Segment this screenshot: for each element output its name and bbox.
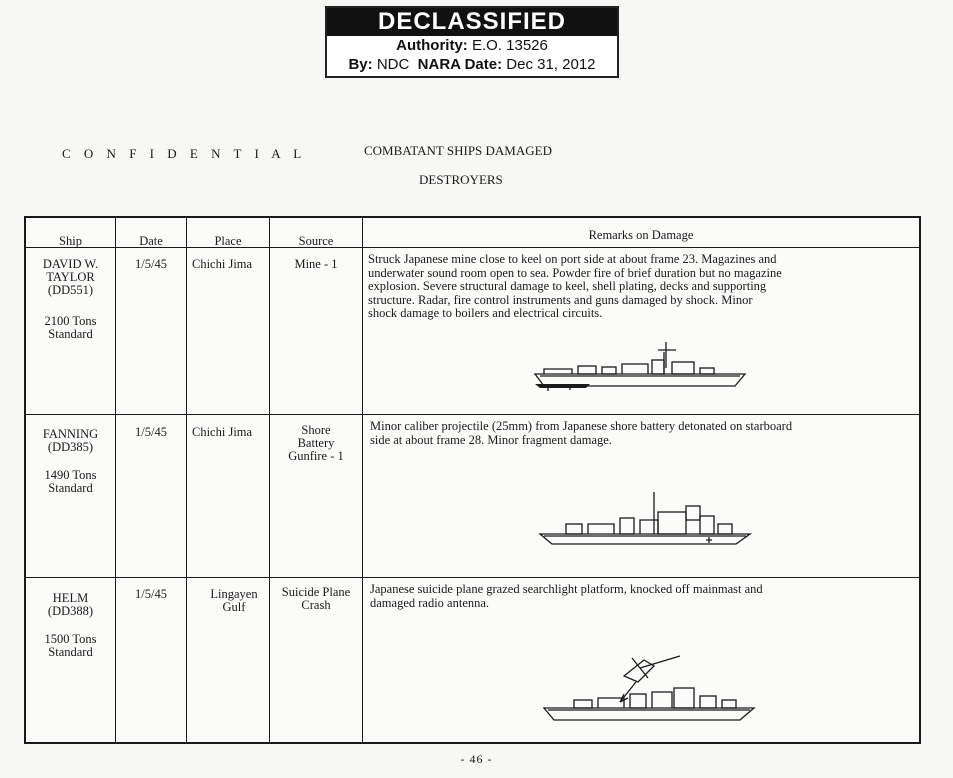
column-divider [115, 216, 116, 744]
destroyer-silhouette-icon [536, 488, 756, 550]
column-divider [269, 216, 270, 744]
header-remarks: Remarks on Damage [588, 228, 694, 242]
document-title: COMBATANT SHIPS DAMAGED [364, 143, 552, 158]
damage-source: Mine - 1 [294, 257, 338, 271]
ship-name: DAVID W. TAYLOR (DD551) [42, 257, 99, 297]
ship-tonnage: 2100 Tons Standard [44, 314, 97, 341]
document-subtitle: DESTROYERS [419, 172, 503, 187]
declassified-stamp [325, 6, 619, 78]
damage-date: 1/5/45 [135, 257, 167, 271]
destroyer-silhouette-icon [530, 338, 750, 396]
damage-remarks: Minor caliber projectile (25mm) from Japanese shore battery detonated on starboard side at about frame 28. Minor fragment damage. [370, 419, 793, 447]
damage-remarks: Struck Japanese mine close to keel on port side at about frame 23. Magazines and underwater sound room open to sea. Powder fire of brief duration but no magazine explosion. Severe structural damage to keel, shell plating, decks and supporting structure. Radar, fire control instruments and guns damaged by shock. Minor shock damage to boilers and electrical circuits. [368, 252, 782, 320]
damage-date: 1/5/45 [135, 587, 167, 601]
damage-place: Chichi Jima [192, 425, 253, 439]
stamp-by-date: By: NDC NARA Date: Dec 31, 2012 [348, 56, 596, 73]
damage-remarks: Japanese suicide plane grazed searchlight platform, knocked off mainmast and damaged radio antenna. [370, 582, 763, 610]
stamp-authority: Authority: E.O. 13526 [396, 37, 548, 54]
classification-label: C O N F I D E N T I A L [62, 146, 307, 161]
page-number: - 46 - [460, 752, 493, 766]
ship-name: FANNING (DD385) [42, 427, 99, 454]
damage-place: Chichi Jima [192, 257, 253, 271]
ship-tonnage: 1490 Tons Standard [44, 468, 97, 495]
damage-source: Suicide Plane Crash [281, 585, 351, 612]
damage-date: 1/5/45 [135, 425, 167, 439]
row-rule [24, 414, 921, 415]
column-divider [362, 216, 363, 744]
header-place: Place [214, 234, 242, 248]
destroyer-and-plane-silhouette-icon [540, 648, 770, 728]
stamp-heading: DECLASSIFIED [327, 8, 617, 36]
damage-place: Lingayen Gulf [210, 587, 258, 614]
header-source: Source [298, 234, 334, 248]
column-divider [186, 216, 187, 744]
row-rule [24, 577, 921, 578]
ship-tonnage: 1500 Tons Standard [44, 632, 97, 659]
ship-name: HELM (DD388) [47, 591, 94, 618]
damage-source: Shore Battery Gunfire - 1 [288, 423, 344, 463]
header-ship: Ship [59, 234, 82, 248]
header-date: Date [139, 234, 163, 248]
